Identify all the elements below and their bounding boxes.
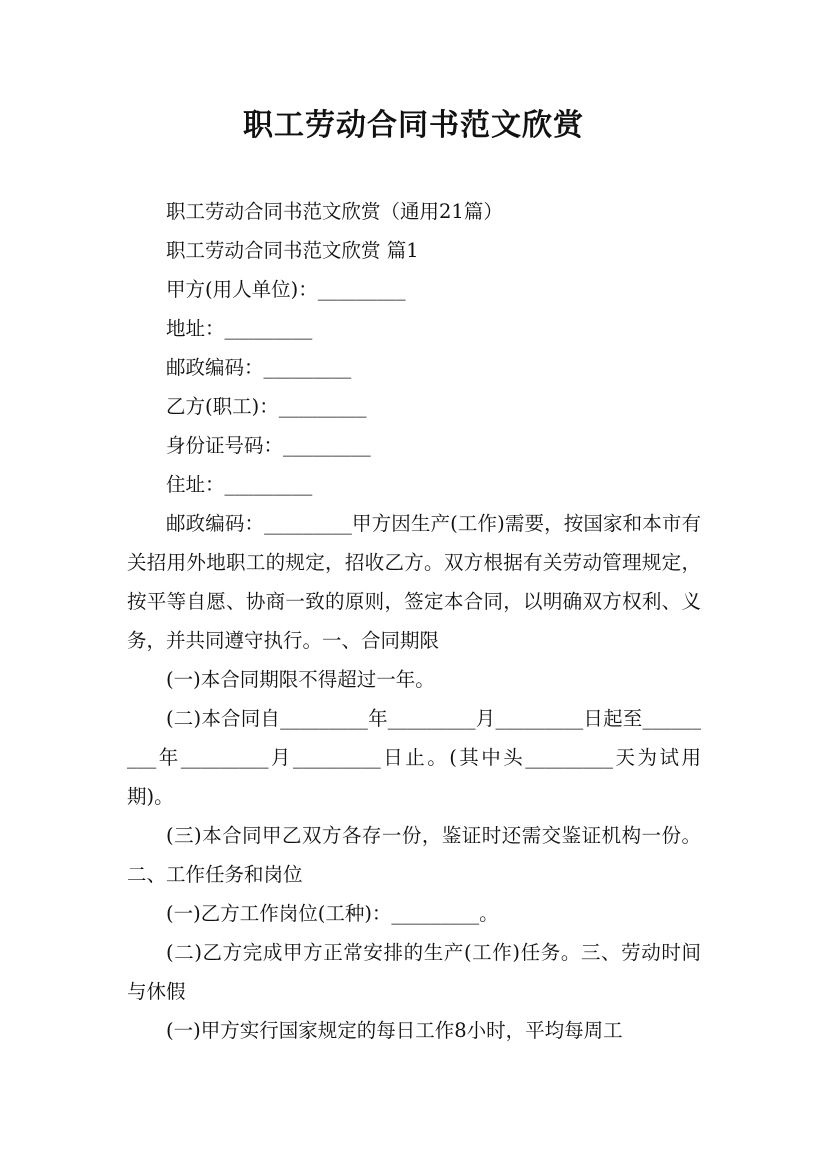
document-title: 职工劳动合同书范文欣赏: [243, 108, 584, 143]
paragraph: 住址：_________: [166, 473, 313, 496]
paragraph: 甲方(用人单位)：_________: [166, 278, 406, 301]
paragraph: (二)乙方完成甲方正常安排的生产(工作)任务。三、劳动时间与休假: [127, 941, 701, 1003]
document-body: [127, 192, 701, 1050]
paragraph: 邮政编码：_________甲方因生产(工作)需要，按国家和本市有关招用外地职工的规定，招收乙方。双方根据有关劳动管理规定，按平等自愿、协商一致的原则，签定本合同，以明确双方权利、义务，并共同遵守执行。一、合同期限: [127, 512, 701, 652]
paragraph: (一)甲方实行国家规定的每日工作8小时，平均每周工: [166, 1019, 623, 1042]
paragraph: 身份证号码：_________: [166, 434, 371, 457]
paragraph: 乙方(职工)：_________: [166, 395, 367, 418]
paragraph: (三)本合同甲乙双方各存一份，鉴证时还需交鉴证机构一份。二、工作任务和岗位: [127, 824, 701, 886]
paragraph: 地址：_________: [166, 317, 313, 340]
paragraph: (一)乙方工作岗位(工种)：_________。: [166, 902, 499, 925]
paragraph: 职工劳动合同书范文欣赏（通用21篇）: [166, 200, 503, 223]
paragraph: 邮政编码：_________: [166, 356, 352, 379]
paragraph: 职工劳动合同书范文欣赏 篇1: [166, 239, 419, 262]
paragraph: (二)本合同自_________年_________月_________日起至_________年_________月_________日止。(其中头_________天为试用期)。: [127, 707, 701, 808]
paragraph: (一)本合同期限不得超过一年。: [166, 668, 435, 691]
